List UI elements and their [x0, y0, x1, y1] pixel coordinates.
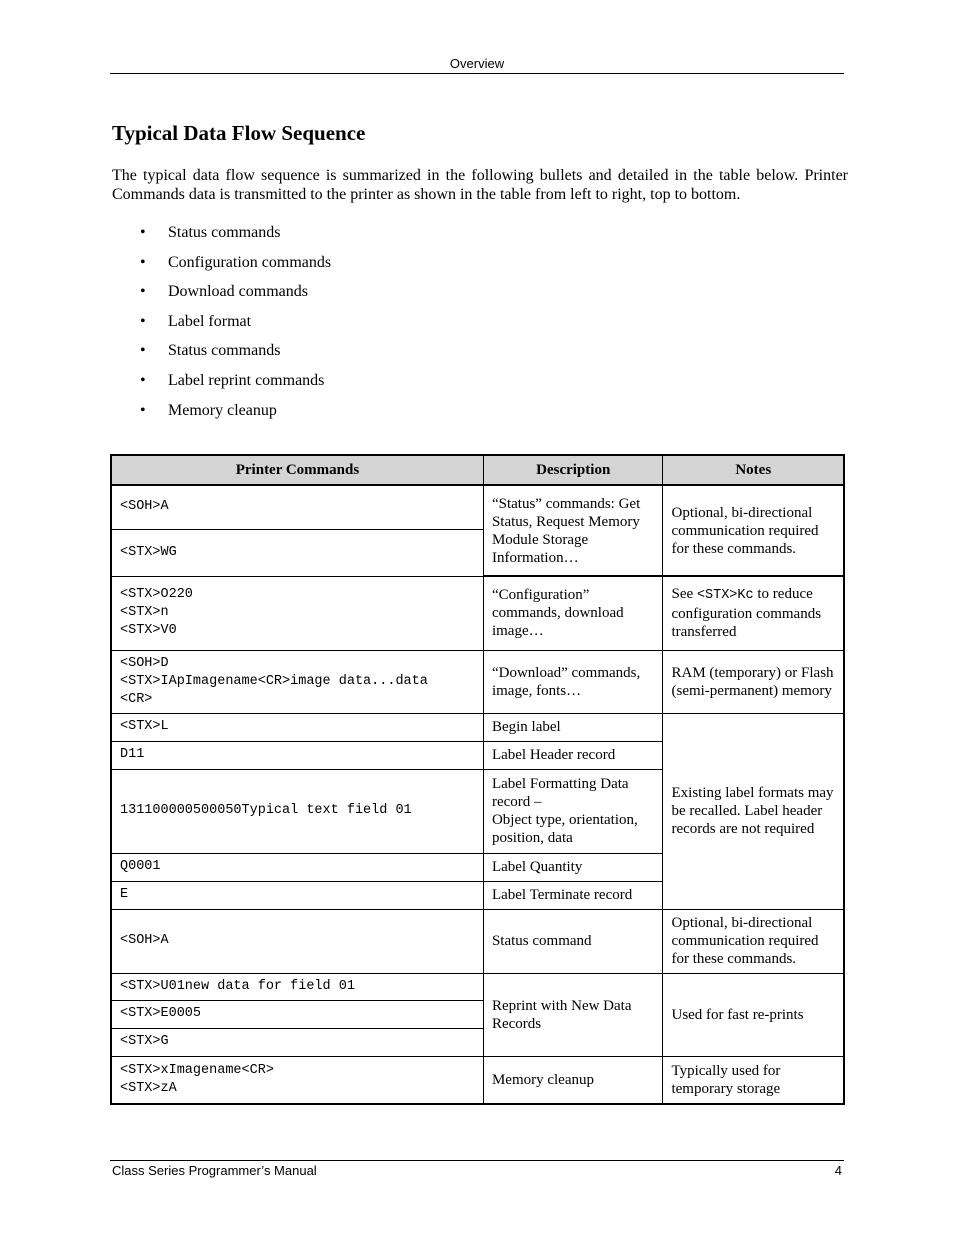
list-item: • Status commands	[140, 342, 281, 360]
notes-cell: Typically used for temporary storage	[663, 1056, 844, 1104]
list-item: • Memory cleanup	[140, 401, 277, 419]
list-item: • Status commands	[140, 224, 281, 241]
command-cell: <SOH>A	[111, 909, 483, 973]
footer-rule	[110, 1160, 844, 1161]
description-cell: Label Header record	[483, 741, 663, 769]
section-title: Typical Data Flow Sequence	[112, 121, 366, 145]
bullet-icon: •	[140, 371, 146, 389]
command-cell: <SOH>D <STX>IApImagename<CR>image data...data <CR>	[111, 650, 483, 713]
table-row	[111, 973, 844, 1000]
bullet-icon: •	[140, 283, 146, 301]
running-header: Overview	[449, 56, 505, 71]
command-cell: <STX>G	[111, 1028, 483, 1056]
bullet-list	[140, 224, 331, 431]
description-cell: “Configuration” commands, download image…	[483, 576, 663, 650]
intro-paragraph: The typical data flow sequence is summarized in the following bullets and detailed in the table below. Printer Commands data is transmitted to the printer as shown in the table from left to right, top to bottom.	[112, 167, 848, 203]
bullet-icon: •	[140, 342, 146, 360]
command-cell: Q0001	[111, 853, 483, 881]
description-cell: “Download” commands, image, fonts…	[483, 650, 663, 713]
table-row	[111, 485, 844, 529]
description-cell: Label Formatting Data record – Object type, orientation, position, data	[483, 769, 663, 853]
command-cell: <SOH>A	[111, 485, 483, 529]
table-row	[111, 650, 844, 713]
header-rule	[110, 73, 844, 74]
notes-cell: Existing label formats may be recalled. Label header records are not required	[663, 713, 844, 909]
table-header-row	[111, 455, 844, 485]
header-printer-commands: Printer Commands	[111, 455, 483, 485]
command-cell: 131100000500050Typical text field 01	[111, 769, 483, 853]
bullet-icon: •	[140, 312, 146, 330]
table-row	[111, 576, 844, 650]
notes-cell: RAM (temporary) or Flash (semi-permanent) memory	[663, 650, 844, 713]
list-item: • Download commands	[140, 283, 308, 301]
command-cell: E	[111, 881, 483, 909]
footer-manual-title: Class Series Programmer’s Manual	[112, 1163, 317, 1178]
header-description: Description	[483, 455, 663, 485]
command-cell: <STX>U01new data for field 01	[111, 973, 483, 1000]
page-number: 4	[834, 1163, 842, 1178]
description-cell: Label Quantity	[483, 853, 663, 881]
data-flow-table	[110, 454, 845, 1105]
description-cell: Begin label	[483, 713, 663, 741]
description-cell: “Status” commands: Get Status, Request Memory Module Storage Information…	[483, 485, 663, 576]
bullet-icon: •	[140, 224, 146, 241]
table-row	[111, 1056, 844, 1104]
inline-code: <STX>Kc	[696, 588, 754, 604]
description-cell: Memory cleanup	[483, 1056, 663, 1104]
notes-cell: Optional, bi-directional communication required for these commands.	[663, 909, 844, 973]
command-cell: <STX>L	[111, 713, 483, 741]
description-cell: Label Terminate record	[483, 881, 663, 909]
header-notes: Notes	[663, 455, 844, 485]
notes-cell: Optional, bi-directional communication required for these commands.	[663, 485, 844, 576]
list-item: • Label format	[140, 312, 252, 330]
notes-cell: Used for fast re-prints	[663, 973, 844, 1056]
command-cell: <STX>WG	[111, 529, 483, 576]
list-item: • Configuration commands	[140, 253, 332, 271]
command-cell: <STX>O220 <STX>n <STX>V0	[111, 576, 483, 650]
notes-cell: See <STX>Kc to reduce configuration commands transferred	[663, 576, 844, 650]
bullet-icon: •	[140, 253, 146, 271]
table-row	[111, 909, 844, 973]
command-cell: <STX>E0005	[111, 1000, 483, 1028]
description-cell: Reprint with New Data Records	[483, 973, 663, 1056]
description-cell: Status command	[483, 909, 663, 973]
command-cell: <STX>xImagename<CR> <STX>zA	[111, 1056, 483, 1104]
table-row	[111, 713, 844, 741]
list-item: • Label reprint commands	[140, 371, 325, 389]
command-cell: D11	[111, 741, 483, 769]
bullet-icon: •	[140, 401, 146, 419]
